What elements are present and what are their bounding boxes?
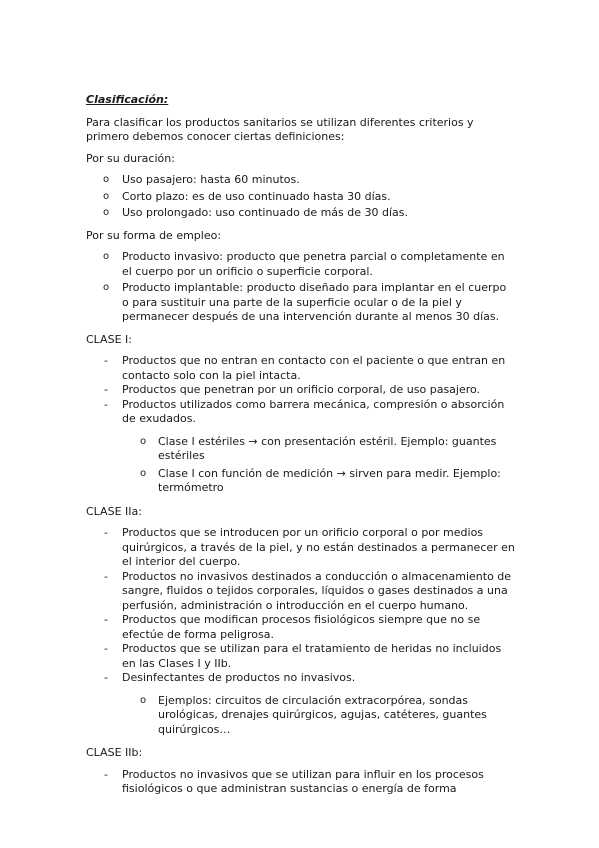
usage-heading: Por su forma de empleo: [86, 228, 222, 242]
list-item [86, 398, 516, 427]
document-title: Clasificación: [86, 93, 169, 106]
duration-heading: Por su duración: [86, 151, 175, 165]
class2a-list [86, 526, 516, 686]
list-item: - Productos que se utilizan para el tratamiento de heridas no incluidos en las Clases I y IIb. [86, 642, 516, 671]
list-item: o Corto plazo: es de uso continuado hasta 30 días. [86, 190, 516, 205]
list-item: - Productos no invasivos destinados a conducción o almacenamiento de sangre, fluidos o tejidos corporales, líquidos o gases destinados a una perfusión, administración o introducción en el cuerpo humano. [86, 570, 516, 614]
list-item: - Productos que no entran en contacto con el paciente o que entran en contacto solo con la piel intacta. [86, 354, 516, 383]
list-item: - Productos que penetran por un orificio corporal, de uso pasajero. [86, 383, 516, 398]
usage-list [86, 250, 516, 325]
sub-list-item: o Clase I estériles → con presentación estéril. Ejemplo: guantes estériles [86, 435, 516, 464]
list-item: - Productos no invasivos que se utilizan para influir en los procesos fisiológicos o que administran sustancias o energía de forma [86, 768, 516, 797]
list-item: o Producto implantable: producto diseñado para implantar en el cuerpo o para sustituir una parte de la superficie ocular o de la piel y permanecer después de una intervención durante al menos 30 días. [86, 281, 516, 325]
list-item: - Productos que modifican procesos fisiológicos siempre que no se efectúe de forma peligrosa. [86, 613, 516, 642]
list-item: - Productos que se introducen por un orificio corporal o por medios quirúrgicos, a través de la piel, y no están destinados a permanecer en el interior del cuerpo. [86, 526, 516, 570]
list-item: o Uso pasajero: hasta 60 minutos. [86, 173, 516, 188]
duration-list [86, 173, 516, 221]
class2a-heading: CLASE IIa: [86, 504, 142, 518]
intro-paragraph: Para clasificar los productos sanitarios se utilizan diferentes criterios y primero debemos conocer ciertas definiciones: [86, 115, 474, 143]
class1-heading: CLASE I: [86, 332, 132, 346]
list-item: o Uso prolongado: uso continuado de más de 30 días. [86, 206, 516, 221]
class1-sublist [86, 435, 516, 496]
sub-list-item: o Ejemplos: circuitos de circulación extracorpórea, sondas urológicas, drenajes quirúrgicos, agujas, catéteres, guantes quirúrgicos… [86, 694, 516, 738]
list-item: - Desinfectantes de productos no invasivos. [86, 671, 516, 686]
list-item: o Producto invasivo: producto que penetra parcial o completamente en el cuerpo por un orificio o superficie corporal. [86, 250, 516, 279]
class2b-list [86, 768, 516, 797]
class2b-heading: CLASE IIb: [86, 746, 143, 759]
class2a-sublist [86, 694, 516, 738]
list-item-text: - Productos utilizados como barrera mecánica, compresión o absorción de exudados. [122, 397, 505, 425]
sub-list-item: o Clase I con función de medición → sirven para medir. Ejemplo: termómetro [86, 467, 516, 496]
class1-list [86, 354, 516, 427]
document-page [86, 93, 516, 805]
